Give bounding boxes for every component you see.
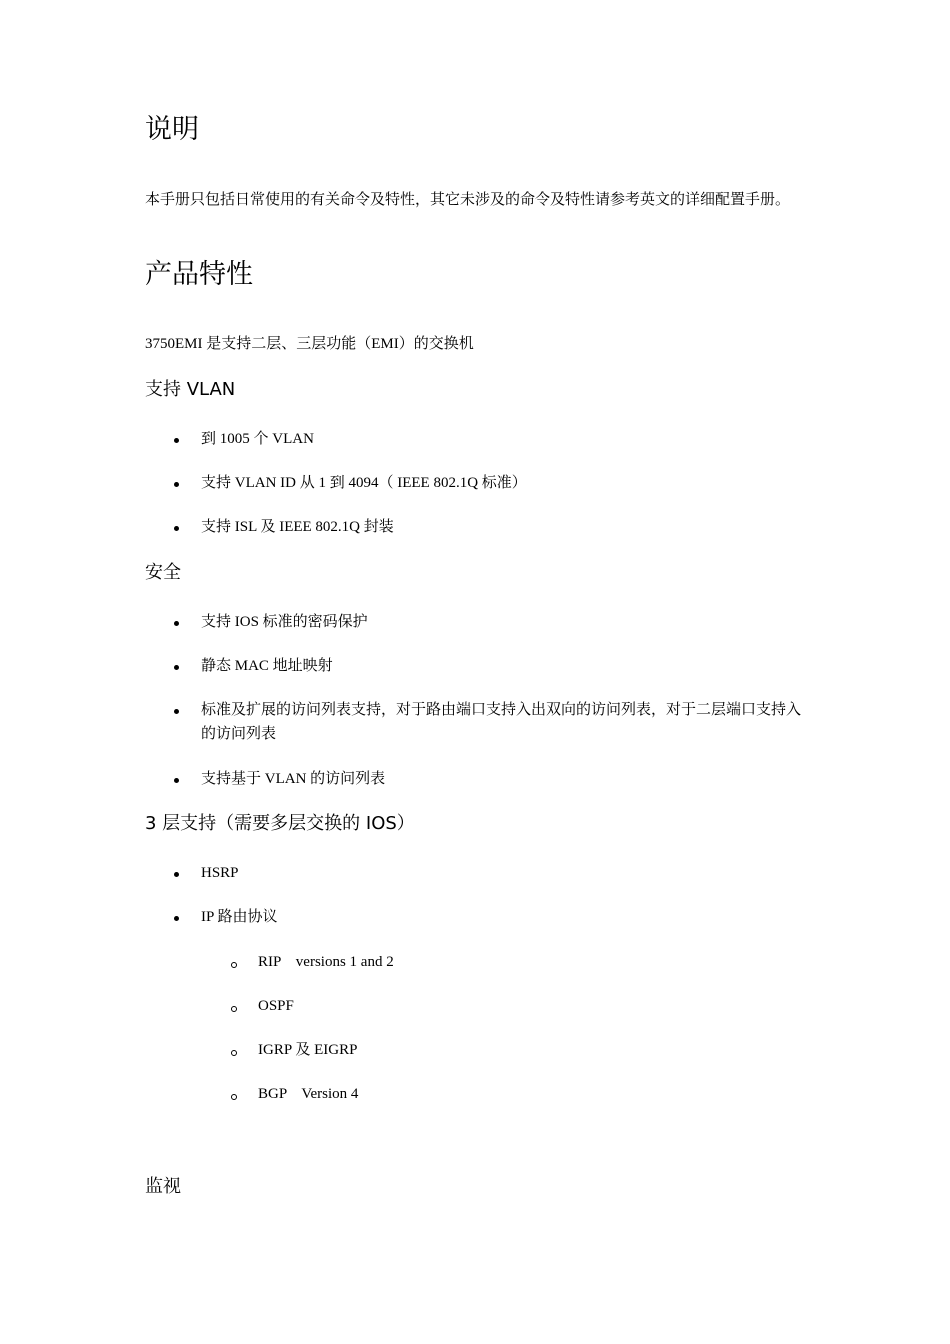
list-item-text: IP 路由协议 bbox=[201, 909, 278, 925]
bullet-icon bbox=[174, 916, 179, 921]
bullet-icon bbox=[174, 778, 179, 783]
circle-bullet-icon bbox=[231, 1094, 237, 1100]
section-heading-intro: 说明 bbox=[145, 114, 199, 145]
circle-bullet-icon bbox=[231, 962, 237, 968]
subheading-layer3: 3 层支持（需要多层交换的 IOS） bbox=[145, 813, 415, 834]
bullet-icon bbox=[174, 438, 179, 443]
bullet-icon bbox=[174, 872, 179, 877]
section-heading-features: 产品特性 bbox=[145, 259, 253, 290]
list-item-text: 支持 ISL 及 IEEE 802.1Q 封装 bbox=[201, 519, 394, 535]
list-item-text: HSRP bbox=[201, 865, 239, 881]
list-item-text: 静态 MAC 地址映射 bbox=[201, 658, 333, 674]
list-item-text: OSPF bbox=[258, 998, 294, 1014]
list-item-text: 支持 IOS 标准的密码保护 bbox=[201, 614, 368, 630]
bullet-icon bbox=[174, 526, 179, 531]
subheading-security: 安全 bbox=[145, 562, 181, 583]
bullet-icon bbox=[174, 621, 179, 626]
features-summary: 3750EMI 是支持二层、三层功能（EMI）的交换机 bbox=[145, 336, 474, 352]
list-item-text: IGRP 及 EIGRP bbox=[258, 1042, 358, 1058]
subheading-vlan: 支持 VLAN bbox=[145, 379, 236, 400]
bullet-icon bbox=[174, 665, 179, 670]
list-item-text: 支持基于 VLAN 的访问列表 bbox=[201, 771, 386, 787]
list-item-text: 标准及扩展的访问列表支持，对于路由端口支持入出双向的访问列表，对于二层端口支持入的访问列表 bbox=[201, 702, 802, 742]
intro-paragraph: 本手册只包括日常使用的有关命令及特性，其它未涉及的命令及特性请参考英文的详细配置手册。 bbox=[145, 192, 791, 208]
circle-bullet-icon bbox=[231, 1006, 237, 1012]
list-item-text: BGP Version 4 bbox=[258, 1086, 359, 1102]
list-item-text: 到 1005 个 VLAN bbox=[201, 431, 314, 447]
circle-bullet-icon bbox=[231, 1050, 237, 1056]
list-item-text: RIP versions 1 and 2 bbox=[258, 954, 394, 970]
subheading-monitoring: 监视 bbox=[145, 1176, 181, 1197]
bullet-icon bbox=[174, 482, 179, 487]
bullet-icon bbox=[174, 709, 179, 714]
list-item-text: 支持 VLAN ID 从 1 到 4094（ IEEE 802.1Q 标准） bbox=[201, 475, 527, 491]
